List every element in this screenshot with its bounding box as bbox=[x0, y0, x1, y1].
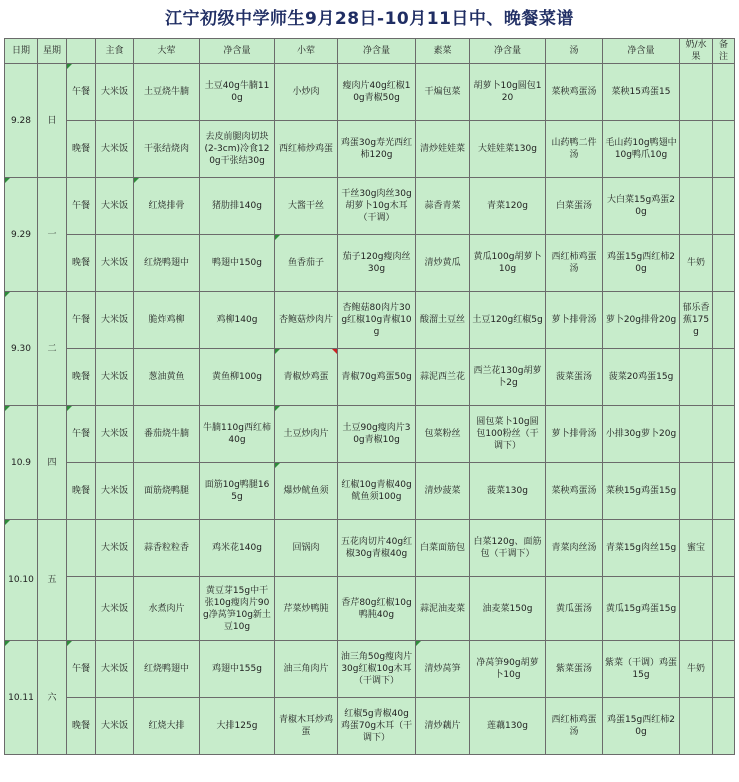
date-cell: 9.29 bbox=[5, 178, 38, 292]
side-dish-cell: 土豆炒肉片 bbox=[275, 406, 338, 463]
date-cell: 10.9 bbox=[5, 406, 38, 520]
staple-cell: 大米饭 bbox=[96, 121, 134, 178]
vegetable-cell: 白菜面筋包 bbox=[416, 520, 470, 577]
note-cell bbox=[713, 520, 735, 577]
milk-fruit-cell bbox=[680, 349, 713, 406]
soup-cell: 菠菜蛋汤 bbox=[546, 349, 603, 406]
vegetable-weight-cell: 白菜120g、面筋包（干调下） bbox=[470, 520, 546, 577]
vegetable-cell: 干煸包菜 bbox=[416, 64, 470, 121]
staple-cell: 大米饭 bbox=[96, 178, 134, 235]
meal-cell bbox=[67, 520, 96, 577]
main-weight-cell: 猪肋排140g bbox=[200, 178, 275, 235]
main-dish-cell: 红烧大排 bbox=[134, 698, 200, 755]
meal-cell: 晚餐 bbox=[67, 698, 96, 755]
milk-fruit-cell bbox=[680, 64, 713, 121]
main-dish-cell: 干张结烧肉 bbox=[134, 121, 200, 178]
vegetable-cell: 清炒菠菜 bbox=[416, 463, 470, 520]
main-dish-cell: 红烧鸭翅中 bbox=[134, 641, 200, 698]
main-weight-cell: 鸡翅中155g bbox=[200, 641, 275, 698]
menu-row bbox=[5, 292, 735, 349]
header-side: 小荤 bbox=[275, 39, 338, 64]
meal-cell bbox=[67, 577, 96, 641]
soup-weight-cell: 黄瓜15g鸡蛋15g bbox=[603, 577, 680, 641]
note-cell bbox=[713, 463, 735, 520]
side-dish-cell: 青椒木耳炒鸡蛋 bbox=[275, 698, 338, 755]
menu-row bbox=[5, 463, 735, 520]
meal-cell: 晚餐 bbox=[67, 121, 96, 178]
meal-cell: 午餐 bbox=[67, 178, 96, 235]
weekday-cell: 六 bbox=[38, 641, 67, 755]
vegetable-cell: 蒜香青菜 bbox=[416, 178, 470, 235]
side-weight-cell: 干丝30g肉丝30g胡萝卜10g木耳（干调） bbox=[338, 178, 416, 235]
vegetable-weight-cell: 大娃娃菜130g bbox=[470, 121, 546, 178]
main-dish-cell: 红烧鸭翅中 bbox=[134, 235, 200, 292]
side-dish-cell: 爆炒鱿鱼须 bbox=[275, 463, 338, 520]
side-dish-cell: 西红柿炒鸡蛋 bbox=[275, 121, 338, 178]
page-title: 江宁初级中学师生9月28日-10月11日中、晚餐菜谱 bbox=[0, 0, 739, 38]
header-row bbox=[5, 39, 735, 64]
weekday-cell: 一 bbox=[38, 178, 67, 292]
note-cell bbox=[713, 64, 735, 121]
side-weight-cell: 青椒70g鸡蛋50g bbox=[338, 349, 416, 406]
soup-cell: 山药鸭二件汤 bbox=[546, 121, 603, 178]
staple-cell: 大米饭 bbox=[96, 235, 134, 292]
vegetable-weight-cell: 青菜120g bbox=[470, 178, 546, 235]
milk-fruit-cell: 蜜宝 bbox=[680, 520, 713, 577]
staple-cell: 大米饭 bbox=[96, 520, 134, 577]
main-weight-cell: 大排125g bbox=[200, 698, 275, 755]
vegetable-cell: 清炒莴笋 bbox=[416, 641, 470, 698]
milk-fruit-cell bbox=[680, 698, 713, 755]
vegetable-cell: 清炒藕片 bbox=[416, 698, 470, 755]
vegetable-cell: 清炒黄瓜 bbox=[416, 235, 470, 292]
vegetable-weight-cell: 胡萝卜10g圆包120 bbox=[470, 64, 546, 121]
main-dish-cell: 番茄烧牛腩 bbox=[134, 406, 200, 463]
milk-fruit-cell bbox=[680, 463, 713, 520]
soup-cell: 青菜肉丝汤 bbox=[546, 520, 603, 577]
header-veg-weight: 净含量 bbox=[470, 39, 546, 64]
soup-cell: 菜秧鸡蛋汤 bbox=[546, 463, 603, 520]
menu-table bbox=[4, 38, 735, 755]
staple-cell: 大米饭 bbox=[96, 349, 134, 406]
side-weight-cell: 土豆90g瘦肉片30g青椒10g bbox=[338, 406, 416, 463]
vegetable-cell: 酸溜土豆丝 bbox=[416, 292, 470, 349]
date-cell: 10.11 bbox=[5, 641, 38, 755]
main-weight-cell: 去皮前腿肉切块(2-3cm)冷食120g干张结30g bbox=[200, 121, 275, 178]
main-weight-cell: 鸡米花140g bbox=[200, 520, 275, 577]
soup-weight-cell: 大白菜15g鸡蛋20g bbox=[603, 178, 680, 235]
soup-weight-cell: 紫菜（干调）鸡蛋15g bbox=[603, 641, 680, 698]
menu-row bbox=[5, 577, 735, 641]
note-cell bbox=[713, 178, 735, 235]
meal-cell: 晚餐 bbox=[67, 235, 96, 292]
soup-weight-cell: 菠菜20鸡蛋15g bbox=[603, 349, 680, 406]
date-cell: 10.10 bbox=[5, 520, 38, 641]
soup-weight-cell: 萝卜20g排骨20g bbox=[603, 292, 680, 349]
side-dish-cell: 杏鲍菇炒肉片 bbox=[275, 292, 338, 349]
header-main: 大荤 bbox=[134, 39, 200, 64]
vegetable-cell: 包菜粉丝 bbox=[416, 406, 470, 463]
side-weight-cell: 红椒10g青椒40g鱿鱼须100g bbox=[338, 463, 416, 520]
meal-cell: 午餐 bbox=[67, 641, 96, 698]
weekday-cell: 四 bbox=[38, 406, 67, 520]
meal-cell: 午餐 bbox=[67, 64, 96, 121]
main-weight-cell: 面筋10g鸭腿165g bbox=[200, 463, 275, 520]
main-weight-cell: 土豆40g牛腩110g bbox=[200, 64, 275, 121]
menu-row bbox=[5, 64, 735, 121]
weekday-cell: 二 bbox=[38, 292, 67, 406]
header-veg: 素菜 bbox=[416, 39, 470, 64]
side-weight-cell: 瘦肉片40g红椒10g青椒50g bbox=[338, 64, 416, 121]
menu-row bbox=[5, 121, 735, 178]
header-milk-fruit: 奶/水果 bbox=[680, 39, 713, 64]
main-weight-cell: 黄豆芽15g中干张10g瘦肉片90g净莴笋10g新土豆10g bbox=[200, 577, 275, 641]
side-dish-cell: 鱼香茄子 bbox=[275, 235, 338, 292]
note-cell bbox=[713, 292, 735, 349]
note-cell bbox=[713, 235, 735, 292]
vegetable-weight-cell: 西兰花130g胡萝卜2g bbox=[470, 349, 546, 406]
main-dish-cell: 脆炸鸡柳 bbox=[134, 292, 200, 349]
header-side-weight: 净含量 bbox=[338, 39, 416, 64]
side-dish-cell: 芹菜炒鸭肫 bbox=[275, 577, 338, 641]
weekday-cell: 日 bbox=[38, 64, 67, 178]
side-weight-cell: 香芹80g红椒10g鸭肫40g bbox=[338, 577, 416, 641]
soup-cell: 菜秧鸡蛋汤 bbox=[546, 64, 603, 121]
soup-cell: 萝卜排骨汤 bbox=[546, 406, 603, 463]
soup-weight-cell: 菜秧15鸡蛋15 bbox=[603, 64, 680, 121]
side-dish-cell: 大酱干丝 bbox=[275, 178, 338, 235]
vegetable-weight-cell: 油麦菜150g bbox=[470, 577, 546, 641]
menu-row bbox=[5, 235, 735, 292]
meal-cell: 晚餐 bbox=[67, 349, 96, 406]
side-weight-cell: 杏鲍菇80肉片30g红椒10g青椒10g bbox=[338, 292, 416, 349]
soup-weight-cell: 鸡蛋15g西红柿20g bbox=[603, 235, 680, 292]
vegetable-weight-cell: 莲藕130g bbox=[470, 698, 546, 755]
vegetable-cell: 清炒娃娃菜 bbox=[416, 121, 470, 178]
header-soup-weight: 净含量 bbox=[603, 39, 680, 64]
staple-cell: 大米饭 bbox=[96, 641, 134, 698]
staple-cell: 大米饭 bbox=[96, 577, 134, 641]
side-dish-cell: 青椒炒鸡蛋 bbox=[275, 349, 338, 406]
vegetable-weight-cell: 圆包菜卜10g圆包100粉丝（干调下） bbox=[470, 406, 546, 463]
soup-cell: 白菜蛋汤 bbox=[546, 178, 603, 235]
header-date: 日期 bbox=[5, 39, 38, 64]
staple-cell: 大米饭 bbox=[96, 463, 134, 520]
side-weight-cell: 五花肉切片40g红椒30g青椒40g bbox=[338, 520, 416, 577]
note-cell bbox=[713, 577, 735, 641]
header-meal bbox=[67, 39, 96, 64]
staple-cell: 大米饭 bbox=[96, 406, 134, 463]
soup-cell: 西红柿鸡蛋汤 bbox=[546, 235, 603, 292]
menu-row bbox=[5, 698, 735, 755]
soup-weight-cell: 鸡蛋15g西红柿20g bbox=[603, 698, 680, 755]
note-cell bbox=[713, 698, 735, 755]
weekday-cell: 五 bbox=[38, 520, 67, 641]
header-weekday: 星期 bbox=[38, 39, 67, 64]
header-staple: 主食 bbox=[96, 39, 134, 64]
staple-cell: 大米饭 bbox=[96, 64, 134, 121]
date-cell: 9.30 bbox=[5, 292, 38, 406]
main-dish-cell: 蒜香粒粒香 bbox=[134, 520, 200, 577]
side-weight-cell: 鸡蛋30g寿光西红柿120g bbox=[338, 121, 416, 178]
menu-row bbox=[5, 641, 735, 698]
main-weight-cell: 牛腩110g西红柿40g bbox=[200, 406, 275, 463]
main-dish-cell: 土豆烧牛腩 bbox=[134, 64, 200, 121]
header-note: 备注 bbox=[713, 39, 735, 64]
soup-weight-cell: 菜秧15g鸡蛋15g bbox=[603, 463, 680, 520]
menu-row bbox=[5, 520, 735, 577]
main-dish-cell: 水煮肉片 bbox=[134, 577, 200, 641]
note-cell bbox=[713, 641, 735, 698]
main-weight-cell: 黄鱼柳100g bbox=[200, 349, 275, 406]
meal-cell: 晚餐 bbox=[67, 463, 96, 520]
soup-cell: 黄瓜蛋汤 bbox=[546, 577, 603, 641]
header-soup: 汤 bbox=[546, 39, 603, 64]
soup-cell: 紫菜蛋汤 bbox=[546, 641, 603, 698]
milk-fruit-cell bbox=[680, 406, 713, 463]
main-dish-cell: 红烧排骨 bbox=[134, 178, 200, 235]
milk-fruit-cell: 牛奶 bbox=[680, 641, 713, 698]
menu-row bbox=[5, 178, 735, 235]
milk-fruit-cell bbox=[680, 121, 713, 178]
note-cell bbox=[713, 349, 735, 406]
soup-weight-cell: 毛山药10g鸭翅中10g鸭爪10g bbox=[603, 121, 680, 178]
note-cell bbox=[713, 121, 735, 178]
side-weight-cell: 茄子120g瘦肉丝30g bbox=[338, 235, 416, 292]
meal-cell: 午餐 bbox=[67, 406, 96, 463]
soup-cell: 西红柿鸡蛋汤 bbox=[546, 698, 603, 755]
note-cell bbox=[713, 406, 735, 463]
vegetable-weight-cell: 菠菜130g bbox=[470, 463, 546, 520]
soup-weight-cell: 小排30g萝卜20g bbox=[603, 406, 680, 463]
main-weight-cell: 鸡柳140g bbox=[200, 292, 275, 349]
menu-row bbox=[5, 406, 735, 463]
vegetable-weight-cell: 黄瓜100g胡萝卜10g bbox=[470, 235, 546, 292]
milk-fruit-cell bbox=[680, 178, 713, 235]
menu-row bbox=[5, 349, 735, 406]
side-dish-cell: 回锅肉 bbox=[275, 520, 338, 577]
header-main-weight: 净含量 bbox=[200, 39, 275, 64]
side-weight-cell: 红椒5g青椒40g鸡蛋70g木耳（干调下） bbox=[338, 698, 416, 755]
soup-cell: 萝卜排骨汤 bbox=[546, 292, 603, 349]
vegetable-weight-cell: 净莴笋90g胡萝卜10g bbox=[470, 641, 546, 698]
milk-fruit-cell bbox=[680, 577, 713, 641]
main-weight-cell: 鸭翅中150g bbox=[200, 235, 275, 292]
vegetable-weight-cell: 土豆120g红椒5g bbox=[470, 292, 546, 349]
meal-cell: 午餐 bbox=[67, 292, 96, 349]
side-weight-cell: 油三角50g瘦肉片30g红椒10g木耳（干调下） bbox=[338, 641, 416, 698]
main-dish-cell: 葱油黄鱼 bbox=[134, 349, 200, 406]
soup-weight-cell: 青菜15g肉丝15g bbox=[603, 520, 680, 577]
milk-fruit-cell: 郁乐香蕉175g bbox=[680, 292, 713, 349]
staple-cell: 大米饭 bbox=[96, 292, 134, 349]
milk-fruit-cell: 牛奶 bbox=[680, 235, 713, 292]
side-dish-cell: 小炒肉 bbox=[275, 64, 338, 121]
side-dish-cell: 油三角肉片 bbox=[275, 641, 338, 698]
vegetable-cell: 蒜泥西兰花 bbox=[416, 349, 470, 406]
date-cell: 9.28 bbox=[5, 64, 38, 178]
vegetable-cell: 蒜泥油麦菜 bbox=[416, 577, 470, 641]
staple-cell: 大米饭 bbox=[96, 698, 134, 755]
main-dish-cell: 面筋烧鸭腿 bbox=[134, 463, 200, 520]
